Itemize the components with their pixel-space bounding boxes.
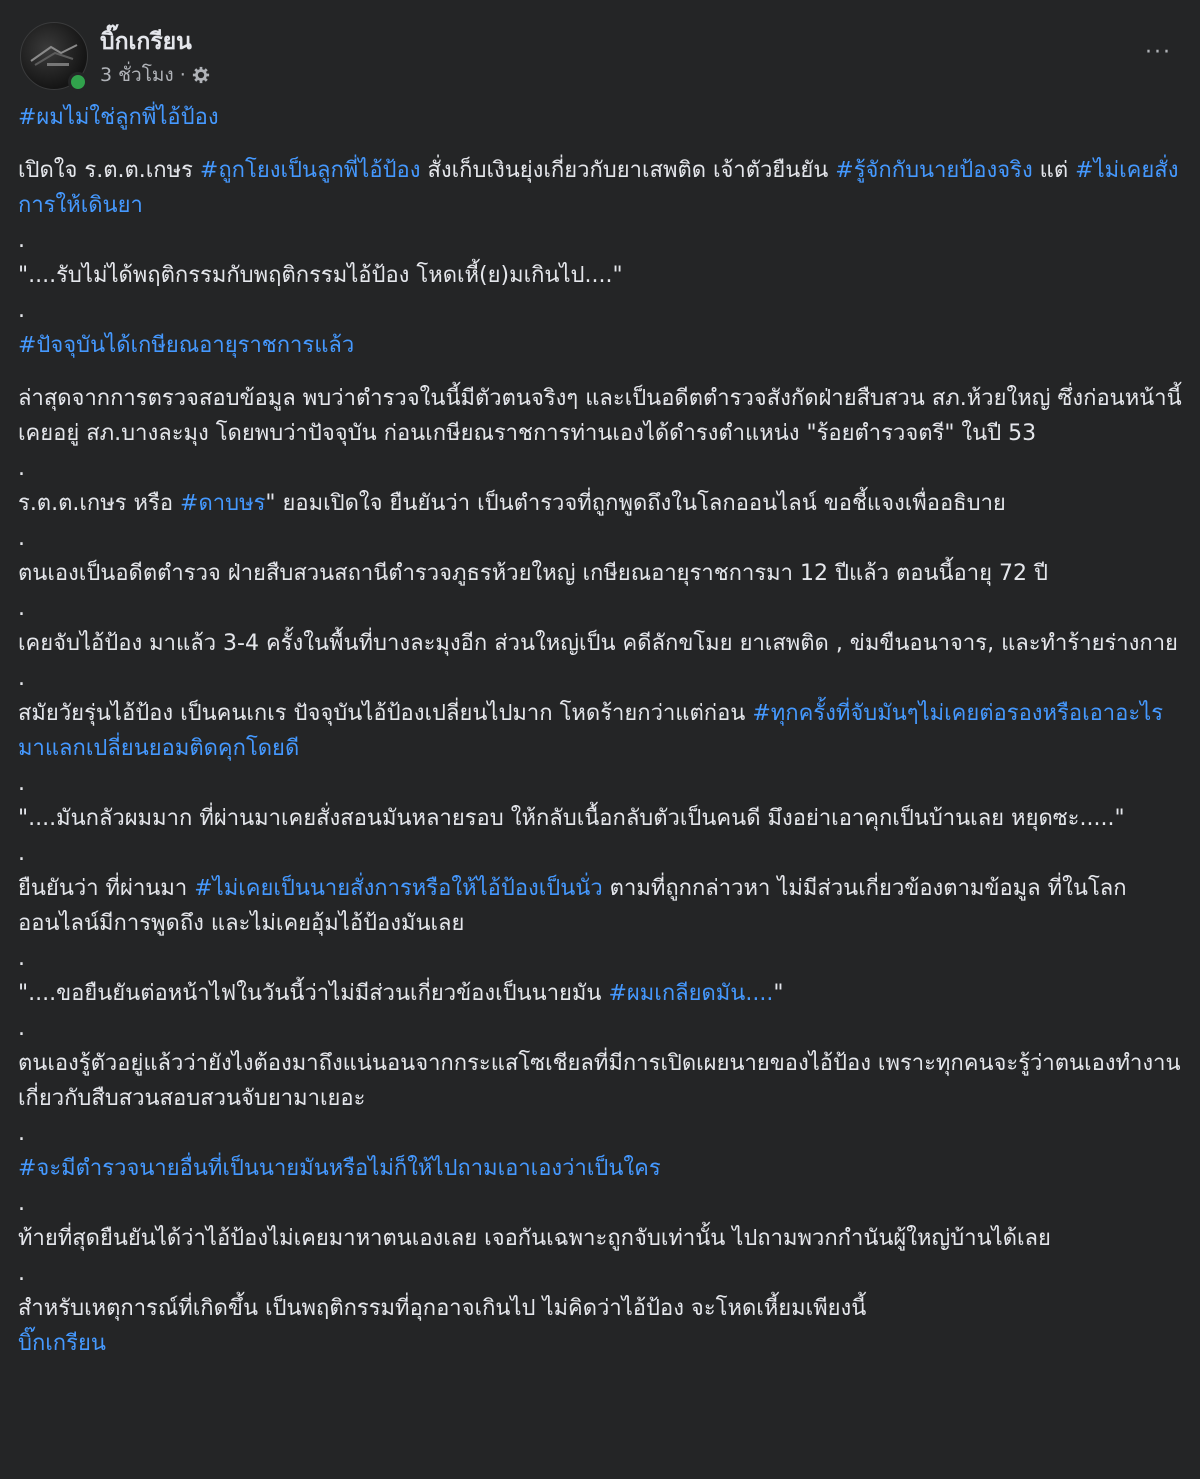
more-horizontal-icon[interactable]: ··· — [1145, 40, 1172, 65]
quote-3: "....ขอยืนยันต่อหน้าไฟในวันนี้ว่าไม่มีส่วนเกี่ยวข้องเป็นนายมัน #ผมเกลียดมัน...." — [18, 981, 784, 1006]
post-content — [18, 100, 1186, 1361]
quote-2: "....มันกลัวผมมาก ที่ผ่านมาเคยสั่งสอนมันหลายรอบ ให้กลับเนื้อกลับตัวเป็นคนดี มึงอย่าเอาคุกเป็นบ้านเลย หยุดซะ....." — [18, 806, 1125, 831]
hashtag-link[interactable]: #รู้จักกับนายป้องจริง — [835, 158, 1033, 183]
quote-1: "....รับไม่ได้พฤติกรรมกับพฤติกรรมไอ้ป้อง โหดเหี้(ย)มเกินไป...." — [18, 263, 623, 288]
post-author[interactable]: บิ๊กเกรียน — [100, 29, 192, 55]
post-time[interactable]: 3 ชั่วโมง — [100, 64, 174, 86]
post-meta — [100, 60, 210, 90]
hashtag-link[interactable]: #ผมเกลียดมัน.... — [608, 981, 774, 1006]
dot-separator: . — [18, 1191, 25, 1216]
paragraph-6: สมัยวัยรุ่นไอ้ป้อง เป็นคนเกเร ปัจจุบันไอ้ป้องเปลี่ยนไปมาก โหดร้ายกว่าแต่ก่อน #ทุกครั้งที่จับมันๆไม่เคยต่อรองหรือเอาอะไรมาแลกเปลี่ยนยอมติดคุกโดยดี — [18, 701, 1164, 761]
paragraph-2: ล่าสุดจากการตรวจสอบข้อมูล พบว่าตำรวจในนี้มีตัวตนจริงๆ และเป็นอดีตตำรวจสังกัดฝ่ายสืบสวน สภ.ห้วยใหญ่ ซึ่งก่อนหน้านี้เคยอยู่ สภ.บางละมุง โดยพบว่าปัจจุบัน ก่อนเกษียณราชการท่านเองได้ดำรงตำแหน่ง "ร้อยตำรวจตรี" ในปี 53 — [18, 386, 1182, 446]
dot-separator: . — [18, 1121, 25, 1146]
dot-separator: . — [18, 1261, 25, 1286]
dot-separator: . — [18, 298, 25, 323]
signature-link[interactable]: บิ๊กเกรียน — [18, 1331, 106, 1356]
dot-separator: . — [18, 946, 25, 971]
hashtag-link[interactable]: #จะมีตำรวจนายอื่นที่เป็นนายมันหรือไม่ก็ให้ไปถามเอาเองว่าเป็นใคร — [18, 1156, 661, 1181]
dot-separator: . — [18, 1016, 25, 1041]
dot-separator: . — [18, 771, 25, 796]
online-status-dot — [68, 72, 88, 92]
dot-separator: . — [18, 526, 25, 551]
paragraph-3: ร.ต.ต.เกษร หรือ #ดาบษร" ยอมเปิดใจ ยืนยันว่า เป็นตำรวจที่ถูกพูดถึงในโลกออนไลน์ ขอชี้แจงเพื่ออธิบาย — [18, 491, 1006, 516]
hashtag-link[interactable]: #ถูกโยงเป็นลูกพี่ไอ้ป้อง — [199, 158, 421, 183]
hashtag-link[interactable]: #ไม่เคยเป็นนายสั่งการหรือให้ไอ้ป้องเป็นนั่ว — [194, 876, 603, 901]
paragraph-1: เปิดใจ ร.ต.ต.เกษร #ถูกโยงเป็นลูกพี่ไอ้ป้อง สั่งเก็บเงินยุ่งเกี่ยวกับยาเสพติด เจ้าตัวยืนยัน #รู้จักกับนายป้องจริง แต่ #ไม่เคยสั่งการให้เดินยา — [18, 158, 1179, 218]
paragraph-8: ตนเองรู้ตัวอยู่แล้วว่ายังไงต้องมาถึงแน่นอนจากกระแสโซเชียลที่มีการเปิดเผยนายของไอ้ป้อง เพราะทุกคนจะรู้ว่าตนเองทำงานเกี่ยวกับสืบสวนสอบสวนจับยามาเยอะ — [18, 1051, 1181, 1111]
dot-separator: . — [18, 228, 25, 253]
dot-separator: . — [18, 666, 25, 691]
hashtag-link[interactable]: #ไม่เคยสั่งการให้เดินยา — [18, 158, 1179, 218]
dot-separator: . — [18, 596, 25, 621]
paragraph-7: ยืนยันว่า ที่ผ่านมา #ไม่เคยเป็นนายสั่งการหรือให้ไอ้ป้องเป็นนั่ว ตามที่ถูกกล่าวหา ไม่มีส่วนเกี่ยวข้องตามข้อมูล ที่ในโลกออนไลน์มีการพูดถึง และไม่เคยอุ้มไอ้ป้องมันเลย — [18, 876, 1127, 936]
meta-separator: · — [179, 64, 186, 86]
hashtag-link[interactable]: #ดาบษร — [180, 491, 266, 516]
hashtag-link[interactable]: #ทุกครั้งที่จับมันๆไม่เคยต่อรองหรือเอาอะไรมาแลกเปลี่ยนยอมติดคุกโดยดี — [18, 701, 1164, 761]
paragraph-9: ท้ายที่สุดยืนยันได้ว่าไอ้ป้องไม่เคยมาหาตนเองเลย เจอกันเฉพาะถูกจับเท่านั้น ไปถามพวกกำนันผู้ใหญ่บ้านได้เลย — [18, 1226, 1051, 1251]
paragraph-10: สำหรับเหตุการณ์ที่เกิดขึ้น เป็นพฤติกรรมที่อุกอาจเกินไป ไม่คิดว่าไอ้ป้อง จะโหดเหี้ยมเพียงนี้ — [18, 1296, 867, 1321]
paragraph-5: เคยจับไอ้ป้อง มาแล้ว 3-4 ครั้งในพื้นที่บางละมุงอีก ส่วนใหญ่เป็น คดีลักขโมย ยาเสพติด , ข่มขืนอนาจาร, และทำร้ายร่างกาย — [18, 631, 1178, 656]
post-header — [18, 18, 1182, 98]
hashtag-link[interactable]: #ผมไม่ใช่ลูกพี่ไอ้ป้อง — [18, 105, 219, 130]
dot-separator: . — [18, 456, 25, 481]
gear-icon[interactable] — [192, 66, 210, 84]
paragraph-4: ตนเองเป็นอดีตตำรวจ ฝ่ายสืบสวนสถานีตำรวจภูธรห้วยใหญ่ เกษียณอายุราชการมา 12 ปีแล้ว ตอนนี้อายุ 72 ปี — [18, 561, 1048, 586]
dot-separator: . — [18, 841, 25, 866]
hashtag-link[interactable]: #ปัจจุบันได้เกษียณอายุราชการแล้ว — [18, 333, 355, 358]
